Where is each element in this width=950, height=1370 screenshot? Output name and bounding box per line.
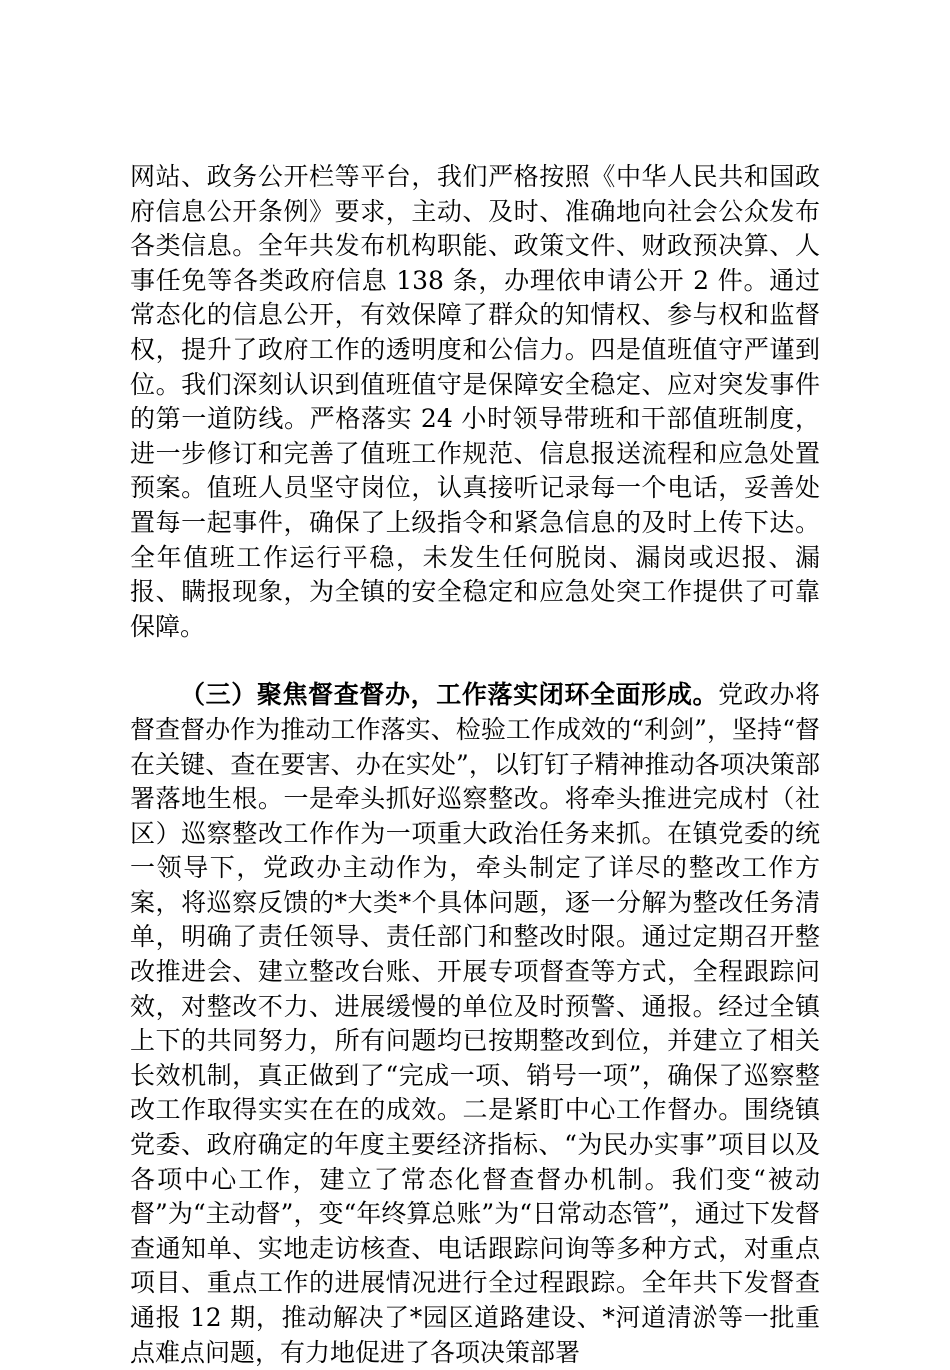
paragraph-supervision <box>130 678 820 1370</box>
paragraph-info-disclosure-duty: 网站、政务公开栏等平台，我们严格按照《中华人民共和国政府信息公开条例》要求，主动、及时、准确地向社会公众发布各类信息。全年共发布机构职能、政策文件、财政预决算、人事任免等各类政府信息 138 条，办理依申请公开 2 件。通过常态化的信息公开，有效保障了群众的知情权、参与权和监督权，提升了政府工作的透明度和公信力。四是值班值守严谨到位。我们深刻认识到值班值守是保障安全稳定、应对突发事件的第一道防线。严格落实 24 小时领导带班和干部值班制度，进一步修订和完善了值班工作规范、信息报送流程和应急处置预案。值班人员坚守岗位，认真接听记录每一个电话，妥善处置每一起事件，确保了上级指令和紧急信息的及时上传下达。全年值班工作运行平稳，未发生任何脱岗、漏岗或迟报、漏报、瞒报现象，为全镇的安全稳定和应急处突工作提供了可靠保障。 <box>130 162 820 641</box>
paragraph-supervision-body: 党政办将督查督办作为推动工作落实、检验工作成效的“利剑”，坚持“督在关键、查在要害、办在实处”，以钉钉子精神推动各项决策部署落地生根。一是牵头抓好巡察整改。将牵头推进完成村（社区）巡察整改工作作为一项重大政治任务来抓。在镇党委的统一领导下，党政办主动作为，牵头制定了详尽的整改工作方案，将巡察反馈的*大类*个具体问题，逐一分解为整改任务清单，明确了责任领导、责任部门和整改时限。通过定期召开整改推进会、建立整改台账、开展专项督查等方式，全程跟踪问效，对整改不力、进展缓慢的单位及时预警、通报。经过全镇上下的共同努力，所有问题均已按期整改到位，并建立了相关长效机制，真正做到了“完成一项、销号一项”，确保了巡察整改工作取得实实在在的成效。二是紧盯中心工作督办。围绕镇党委、政府确定的年度主要经济指标、“为民办实事”项目以及各项中心工作，建立了常态化督查督办机制。我们变“被动督”为“主动督”，变“年终算总账”为“日常动态管”，通过下发督查通知单、实地走访核查、电话跟踪问询等多种方式，对重点项目、重点工作的进展情况进行全过程跟踪。全年共下发督查通报 12 期，推动解决了*园区道路建设、*河道清淤等一批重点难点问题，有力地促进了各项决策部署 <box>130 680 820 1367</box>
section-heading-supervision: （三）聚焦督查督办，工作落实闭环全面形成。 <box>180 680 719 710</box>
document-page <box>130 160 820 1370</box>
